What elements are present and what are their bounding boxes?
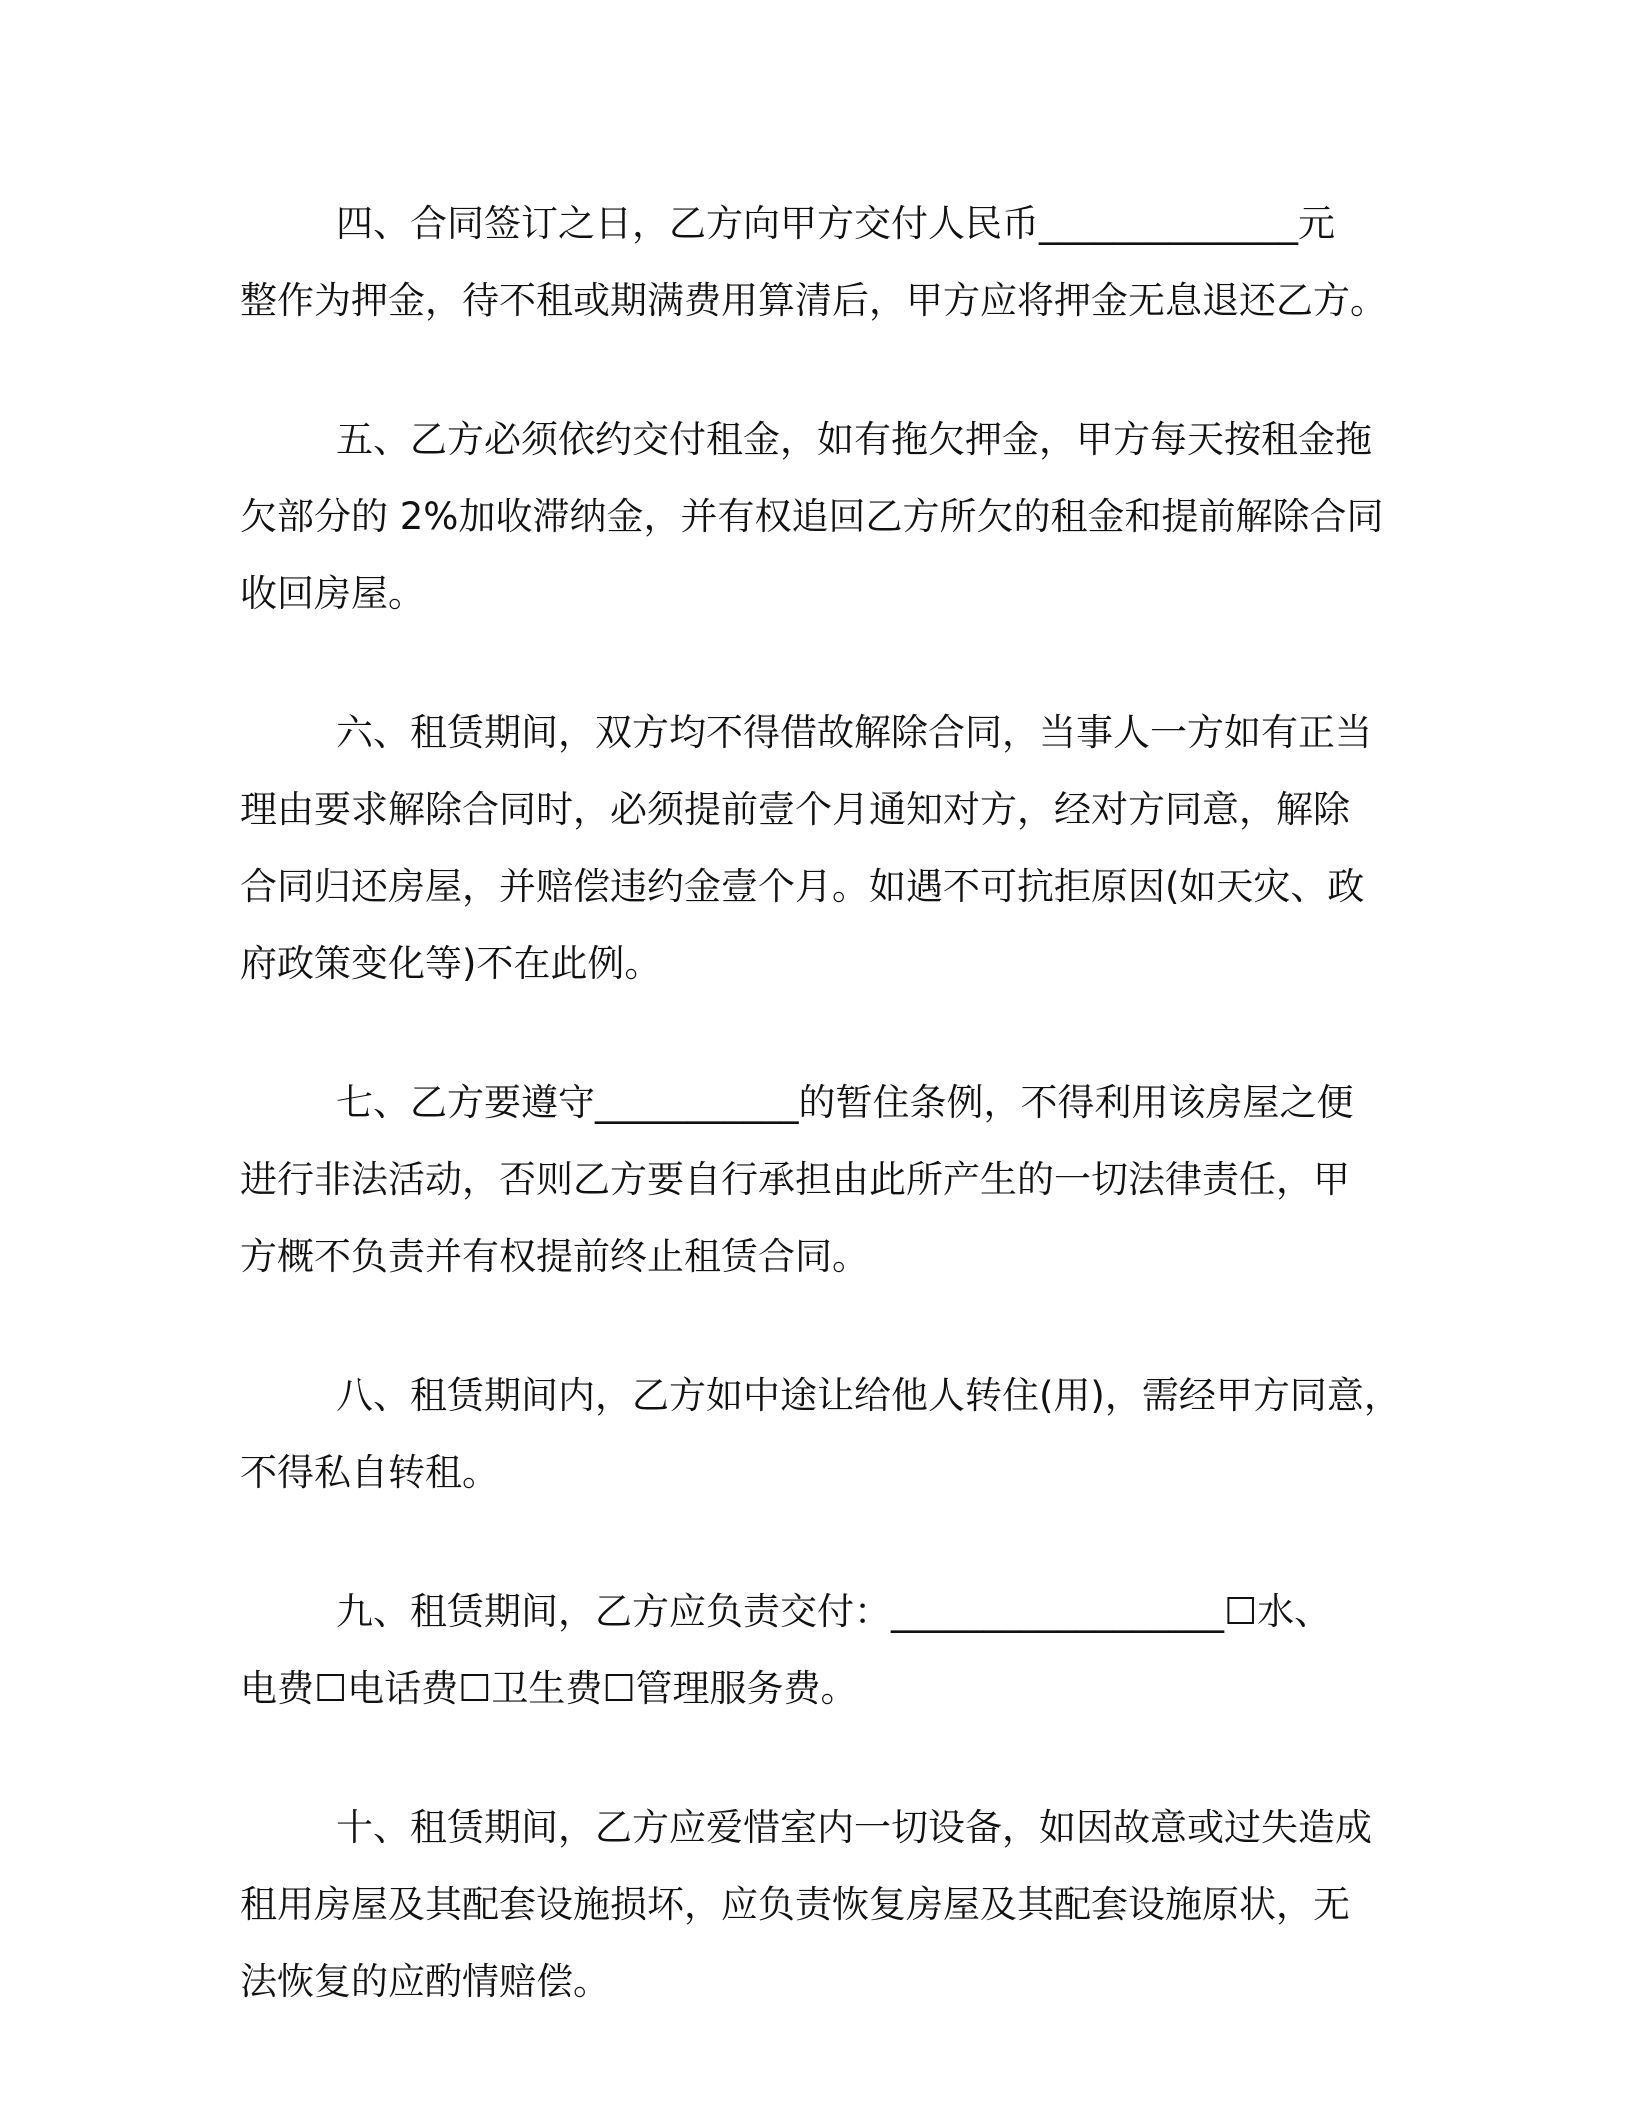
clause-line: 府政策变化等)不在此例。 [240,942,662,985]
clause-6 [240,694,1380,1002]
clause-5 [240,401,1384,632]
clause-line: 合同归还房屋，并赔偿违约金壹个月。如遇不可抗拒原因(如天灾、政 [240,865,1365,908]
clause-line: 十、租赁期间，乙方应爱惜室内一切设备，如因故意或过失造成 [336,1806,1372,1849]
clause-line: 九、租赁期间，乙方应负责交付：__________________☐水、 [336,1590,1332,1633]
clause-line: 整作为押金，待不租或期满费用算清后，甲方应将押金无息退还乙方。 [240,279,1387,322]
clause-line: 理由要求解除合同时，必须提前壹个月通知对方，经对方同意，解除 [240,788,1350,831]
contract-page [240,185,1401,2082]
clause-10 [240,1789,1380,2020]
clause-8 [240,1357,1401,1511]
clause-line: 七、乙方要遵守___________的暂住条例，不得利用该房屋之便 [336,1081,1354,1124]
clause-line: 四、合同签订之日，乙方向甲方交付人民币______________元 [336,202,1335,245]
clause-7 [240,1064,1380,1295]
clause-line: 收回房屋。 [240,572,425,615]
clause-line: 方概不负责并有权提前终止租赁合同。 [240,1235,869,1278]
clause-line: 六、租赁期间，双方均不得借故解除合同，当事人一方如有正当 [336,711,1372,754]
clause-line: 不得私自转租。 [240,1451,499,1494]
clause-line: 八、租赁期间内，乙方如中途让给他人转住(用)，需经甲方同意， [336,1374,1401,1417]
clause-9 [240,1573,1380,1727]
clause-line: 五、乙方必须依约交付租金，如有拖欠押金，甲方每天按租金拖 [336,418,1372,461]
clause-line: 租用房屋及其配套设施损坏，应负责恢复房屋及其配套设施原状，无 [240,1883,1350,1926]
clause-line: 电费☐电话费☐卫生费☐管理服务费。 [240,1667,858,1710]
clause-line: 法恢复的应酌情赔偿。 [240,1960,610,2003]
clause-line: 进行非法活动，否则乙方要自行承担由此所产生的一切法律责任，甲 [240,1158,1350,1201]
clause-4 [240,185,1387,339]
clause-line: 欠部分的 2%加收滞纳金，并有权追回乙方所欠的租金和提前解除合同 [240,495,1384,538]
